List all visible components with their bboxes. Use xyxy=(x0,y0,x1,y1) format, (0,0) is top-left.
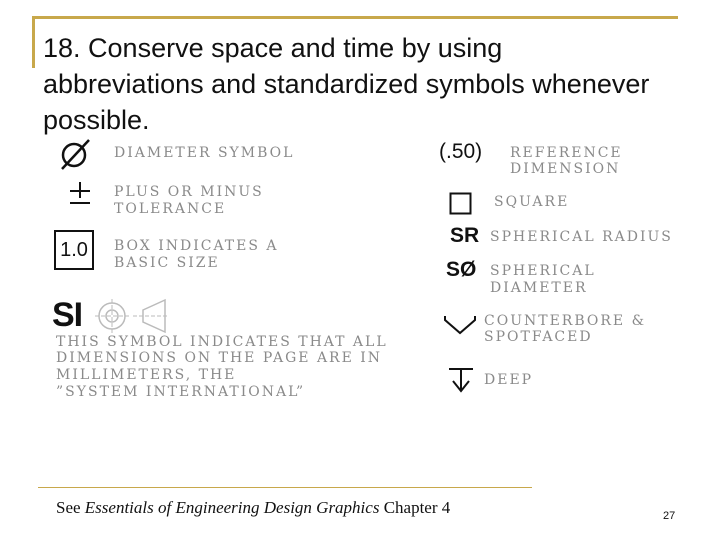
footer-chapter: Chapter 4 xyxy=(379,498,451,517)
spherical-diameter-label-1: SPHERICAL xyxy=(490,263,596,279)
spherical-diameter-label-2: DIAMETER xyxy=(490,280,588,296)
footer-book-title: Essentials of Engineering Design Graphics xyxy=(84,498,380,517)
plus-minus-icon xyxy=(66,180,94,208)
plus-minus-label-1: PLUS OR MINUS xyxy=(114,184,264,200)
plus-minus-label-2: TOLERANCE xyxy=(114,201,227,217)
si-label-4: ”SYSTEM INTERNATIONAL” xyxy=(56,384,306,400)
si-label-3: MILLIMETERS, THE xyxy=(56,367,237,383)
si-label-1: THIS SYMBOL INDICATES THAT ALL xyxy=(56,334,388,350)
footer-see: See xyxy=(56,498,85,517)
counterbore-icon xyxy=(443,314,477,336)
page-number: 27 xyxy=(663,510,676,522)
spherical-radius-symbol: SR xyxy=(450,224,480,247)
reference-label-2: DIMENSION xyxy=(510,161,621,177)
depth-icon xyxy=(447,366,475,394)
square-label: SQUARE xyxy=(494,194,570,210)
counterbore-label-2: SPOTFACED xyxy=(484,329,593,345)
basic-label-1: BOX INDICATES A xyxy=(114,238,279,254)
footer-accent-rule xyxy=(38,487,532,488)
basic-label-2: BASIC SIZE xyxy=(114,255,220,271)
diameter-label: DIAMETER SYMBOL xyxy=(114,145,295,161)
si-label-2: DIMENSIONS ON THE PAGE ARE IN xyxy=(56,350,383,366)
top-accent-rule xyxy=(32,16,678,19)
basic-dimension-box: 1.0 xyxy=(54,230,94,270)
square-icon xyxy=(449,192,473,216)
si-symbol: SI xyxy=(52,296,83,334)
footer-citation xyxy=(56,498,450,518)
slide-title: 18. Conserve space and time by using abbreviations and standardized symbols whenever possible. xyxy=(43,33,650,135)
spherical-radius-label: SPHERICAL RADIUS xyxy=(490,229,673,245)
left-accent-rule xyxy=(32,16,35,68)
spherical-diameter-symbol: SØ xyxy=(446,258,477,281)
reference-label-1: REFERENCE xyxy=(510,145,623,161)
reference-dimension-symbol: (.50) xyxy=(439,140,483,163)
diameter-icon xyxy=(56,136,96,172)
third-angle-projection-icon xyxy=(93,296,169,336)
counterbore-label-1: COUNTERBORE & xyxy=(484,313,647,329)
deep-label: DEEP xyxy=(484,372,534,388)
